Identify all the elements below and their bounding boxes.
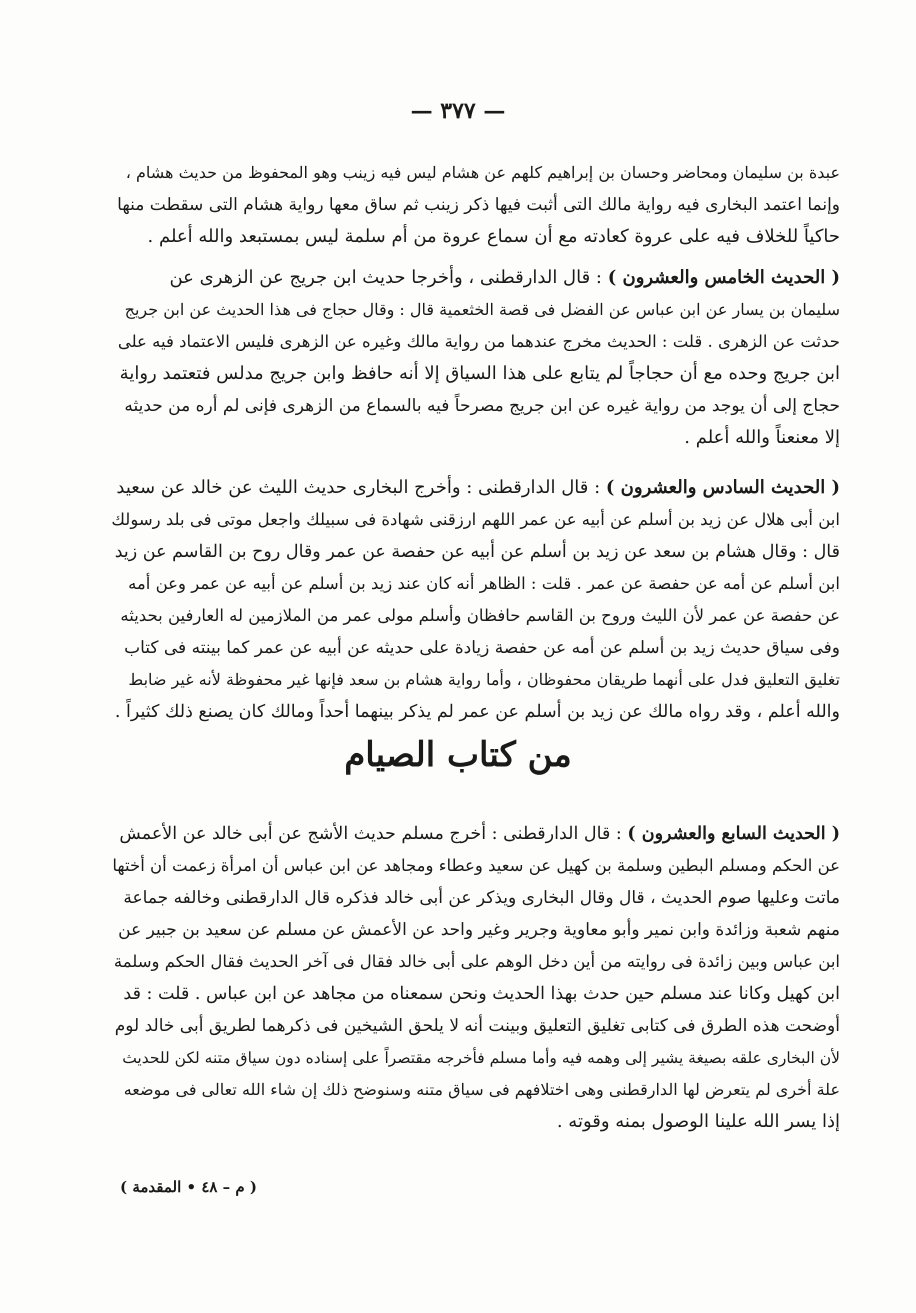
text-fragment: : قال الدارقطنى : وأخرج البخارى حديث الليث عن خالد عن سعيد	[116, 477, 606, 498]
text-line: والله أعلم ، وقد رواه مالك عن زيد بن أسلم عن عمر لم يذكر بينهما أحداً ومالك كان يصنع ذلك كثيراً .	[114, 702, 840, 722]
hadith-heading: ( الحديث الخامس والعشرون )	[607, 267, 840, 288]
hadith-heading: ( الحديث السادس والعشرون )	[605, 477, 840, 498]
paragraph-hadith-25	[110, 262, 840, 454]
section-title: من كتاب الصيام	[344, 735, 572, 775]
text-line: عبدة بن سليمان ومحاضر وحسان بن إبراهيم كلهم عن هشام ليس فيه زينب وهو المحفوظ من حديث هشام ،	[125, 163, 840, 182]
text-line: ابن كهيل وكانا عند مسلم حين حدث بهذا الحديث ونحن سمعناه من مجاهد عن ابن عباس . قلت : قد	[123, 984, 840, 1004]
text-line: حجاج إلى أن يوجد من رواية غيره عن ابن جريج مصرحاً فيه بالسماع من الزهرى فإنى لم أره من حديثه	[124, 396, 840, 416]
text-line: قال : وقال هشام بن سعد عن زيد بن أسلم عن أبيه عن حفصة عن عمر وقال روح بن القاسم عن زيد	[114, 542, 840, 562]
text-line	[110, 472, 840, 504]
hadith-heading: ( الحديث السابع والعشرون )	[627, 824, 840, 844]
text-line: ابن أبى هلال عن زيد بن أسلم عن أبيه عن عمر اللهم ارزقنى شهادة فى سبيلك واجعل موتى فى بلد رسولك	[111, 510, 840, 529]
text-line	[110, 818, 840, 850]
text-line: حاكياً للخلاف فيه على عروة كعادته مع أن سماع عروة من أم سلمة ليس بمستبعد والله أعلم .	[147, 226, 840, 247]
text-line: إلا معنعناً والله أعلم .	[684, 427, 840, 448]
text-line: لأن البخارى علقه بصيغة يشير إلى وهمه فيه وأما مسلم فأخرجه مقتصراً على إسناده دون سياق متنه لكن للحديث	[122, 1049, 840, 1067]
text-line: أوضحت هذه الطرق فى كتابى تغليق التعليق وبينت أنه لا يلحق الشيخين فى ذكرهما لطريق أبى خالد لوم	[114, 1016, 840, 1036]
text-line: ماتت وعليها صوم الحديث ، قال وقال البخارى ويذكر عن أبى خالد فذكره قال الدارقطنى وخالفه جماعة	[123, 888, 840, 908]
text-line: حدثت عن الزهرى . قلت : الحديث مخرج عندهما من رواية مالك وغيره عن الزهرى فليس الاعتماد فيه على	[117, 332, 840, 351]
text-line: منهم شعبة وزائدة وابن نمير وأبو معاوية وجرير وغير واحد عن الأعمش عن مسلم عن سعيد بن جبير عن	[118, 920, 840, 940]
text-line	[110, 262, 840, 294]
text-line: ابن جريج وحده مع أن حجاجاً لم يتابع على هذا السياق إلا أنه حافظ وابن جريج مدلس فتعتمد رواية	[119, 363, 840, 384]
text-line: سليمان بن يسار عن ابن عباس عن الفضل فى قصة الخثعمية قال : وقال حجاج فى هذا الحديث عن ابن جريج	[124, 300, 840, 319]
text-line: تغليق التعليق فدل على أنهما طريقان محفوظان ، وأما رواية هشام بن سعد فإنها غير محفوظة لأنه غير ضابط	[128, 670, 840, 689]
text-line: وفى سياق حديث زيد بن أسلم عن أمه عن حفصة زيادة على حديثه عن أبيه عن عمر كما بينته فى كتاب	[124, 638, 840, 658]
text-line: وإنما اعتمد البخارى فيه رواية مالك التى أثبت فيها ذكر زينب ثم ساق معها رواية هشام التى سقطت منها	[117, 195, 840, 215]
text-line: عن حفصة عن عمر لأن الليث وروح بن القاسم حافظان وأسلم مولى عمر من الملازمين له العارفين بحديثه	[120, 606, 840, 625]
paragraph-hadith-27	[110, 818, 840, 1138]
paragraph-hadith-26	[110, 472, 840, 728]
paragraph-continuation	[110, 157, 840, 253]
text-fragment: : قال الدارقطنى : أخرج مسلم حديث الأشج عن أبى خالد عن الأعمش	[119, 824, 628, 844]
text-line: علة أخرى لم يتعرض لها الدارقطنى وهى اختلافهم فى سياق متنه وسنوضح ذلك إن شاء الله تعالى فى موضعه	[123, 1080, 840, 1099]
text-line: عن الحكم ومسلم البطين وسلمة بن كهيل عن سعيد وعطاء ومجاهد عن ابن عباس أن امرأة زعمت أن أختها	[112, 856, 840, 875]
text-fragment: : قال الدارقطنى ، وأخرجا حديث ابن جريج عن الزهرى عن	[169, 267, 608, 288]
text-line: ابن أسلم عن أمه عن حفصة عن عمر . قلت : الظاهر أنه كان عند زيد بن أسلم عن أبيه عن عمر وعن أمه	[128, 574, 840, 593]
page-number: — ٣٧٧ —	[410, 98, 506, 124]
page-footer: ( م – ٤٨ • المقدمة )	[120, 1178, 257, 1196]
text-line: إذا يسر الله علينا الوصول بمنه وقوته .	[556, 1111, 840, 1132]
text-line: ابن عباس وبين زائدة فى روايته من أين دخل الوهم على أبى خالد فقال فى آخر الحديث فقال الحكم وسلمة	[113, 952, 840, 971]
